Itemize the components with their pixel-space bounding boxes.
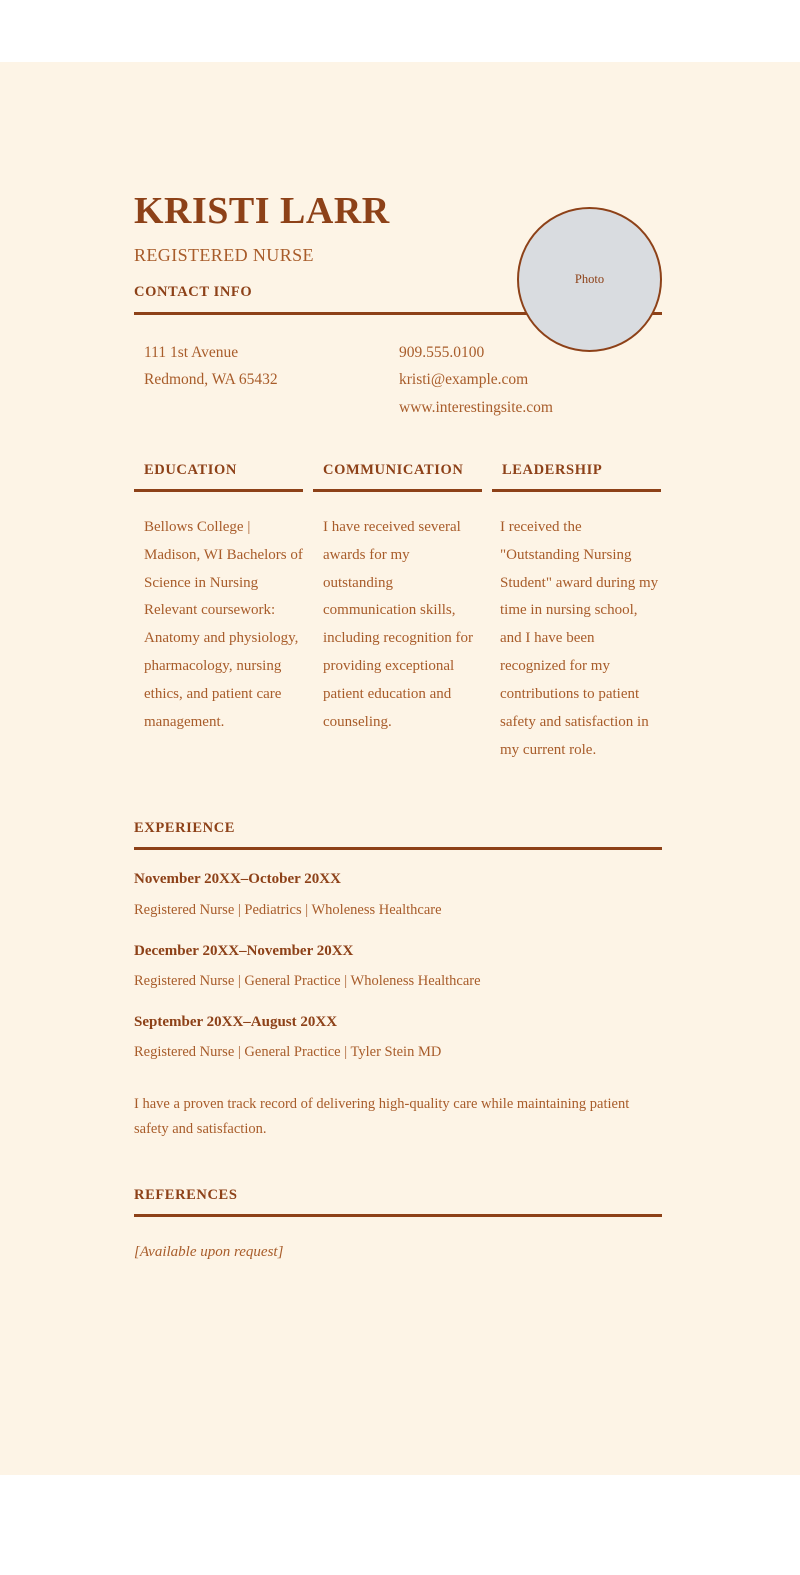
contact-address-line-1: 111 1st Avenue: [144, 343, 239, 361]
contact-phone: 909.555.0100: [399, 343, 485, 361]
experience-dates: September 20XX–August 20XX: [134, 1013, 338, 1030]
leadership-heading: LEADERSHIP: [502, 462, 603, 479]
skills-columns: [134, 463, 662, 765]
photo-placeholder-label: Photo: [574, 272, 605, 286]
experience-dates: November 20XX–October 20XX: [134, 871, 341, 888]
experience-list: [134, 868, 662, 1064]
leadership-column: [492, 463, 661, 765]
experience-heading: EXPERIENCE: [134, 819, 236, 836]
communication-body: I have received several awards for my outstanding communication skills, including recognition for providing exceptional patient education and counseling.: [323, 518, 473, 730]
contact-address-column: [134, 339, 399, 422]
contact-info-heading: CONTACT INFO: [134, 284, 253, 300]
resume-content: [134, 62, 662, 1264]
experience-dates: December 20XX–November 20XX: [134, 942, 354, 959]
experience-item: [134, 940, 662, 993]
resume-header: [134, 62, 662, 265]
education-divider: [134, 489, 303, 492]
contact-details-column: [399, 339, 662, 422]
communication-heading: COMMUNICATION: [323, 462, 464, 479]
experience-item: [134, 1011, 662, 1064]
experience-role: Registered Nurse | General Practice | Tyler Stein MD: [134, 1044, 442, 1061]
contact-address-line-2: Redmond, WA 65432: [144, 371, 278, 389]
job-title: REGISTERED NURSE: [134, 245, 314, 265]
resume-page: [0, 62, 800, 1475]
photo-placeholder: [517, 207, 662, 352]
contact-email[interactable]: kristi@example.com: [399, 371, 529, 389]
references-section: [134, 1188, 662, 1264]
contact-website[interactable]: www.interestingsite.com: [399, 398, 553, 416]
leadership-body: I received the "Outstanding Nursing Student" award during my time in nursing school, and I have been recognized for my contributions to patient safety and satisfaction in my current role.: [500, 518, 659, 758]
page-title: KRISTI LARR: [134, 190, 390, 232]
communication-column: [313, 463, 482, 765]
experience-summary: I have a proven track record of delivering high-quality care while maintaining patient safety and satisfaction.: [134, 1096, 630, 1137]
experience-role: Registered Nurse | General Practice | Wholeness Healthcare: [134, 973, 481, 989]
leadership-divider: [492, 489, 661, 492]
references-body: [Available upon request]: [134, 1244, 284, 1261]
experience-section: [134, 821, 662, 1142]
references-divider: [134, 1214, 662, 1217]
experience-divider: [134, 847, 662, 850]
experience-role: Registered Nurse | Pediatrics | Wholeness Healthcare: [134, 901, 442, 918]
education-body: Bellows College | Madison, WI Bachelors of Science in Nursing Relevant coursework: Anatomy and physiology, pharmacology, nursing ethics, and patient care management.: [144, 518, 303, 730]
communication-divider: [313, 489, 482, 492]
experience-item: [134, 868, 662, 921]
references-heading: REFERENCES: [134, 1186, 238, 1203]
education-column: [134, 463, 303, 765]
education-heading: EDUCATION: [144, 462, 237, 479]
